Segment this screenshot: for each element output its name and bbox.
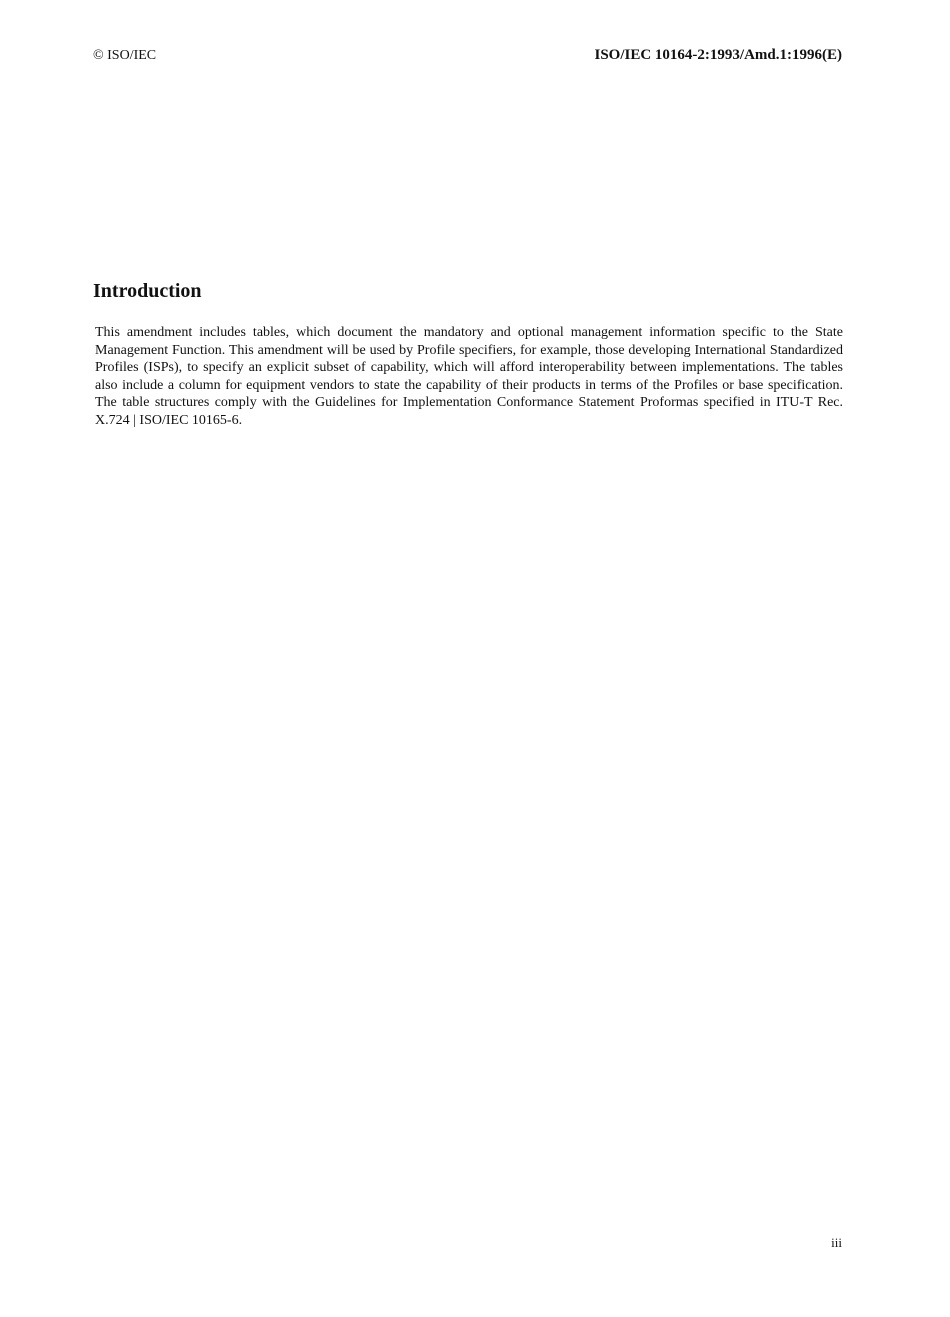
copyright-header: © ISO/IEC — [93, 48, 157, 63]
document-number-header: ISO/IEC 10164-2:1993/Amd.1:1996(E) — [594, 47, 842, 63]
section-title: Introduction — [93, 280, 202, 302]
page-number: iii — [831, 1235, 842, 1250]
introduction-paragraph: This amendment includes tables, which document the mandatory and optional management information specific to the State Management Function. This amendment will be used by Profile specifiers, for example, those developing International Standardized Profiles (ISPs), to specify an explicit subset of capability, which will afford interoperability between implementations. The tables also include a column for equipment vendors to state the capability of their products in terms of the Profiles or base specification. The table structures comply with the Guidelines for Implementation Conformance Statement Proformas specified in ITU-T Rec. X.724 | ISO/IEC 10165-6. — [95, 325, 843, 428]
